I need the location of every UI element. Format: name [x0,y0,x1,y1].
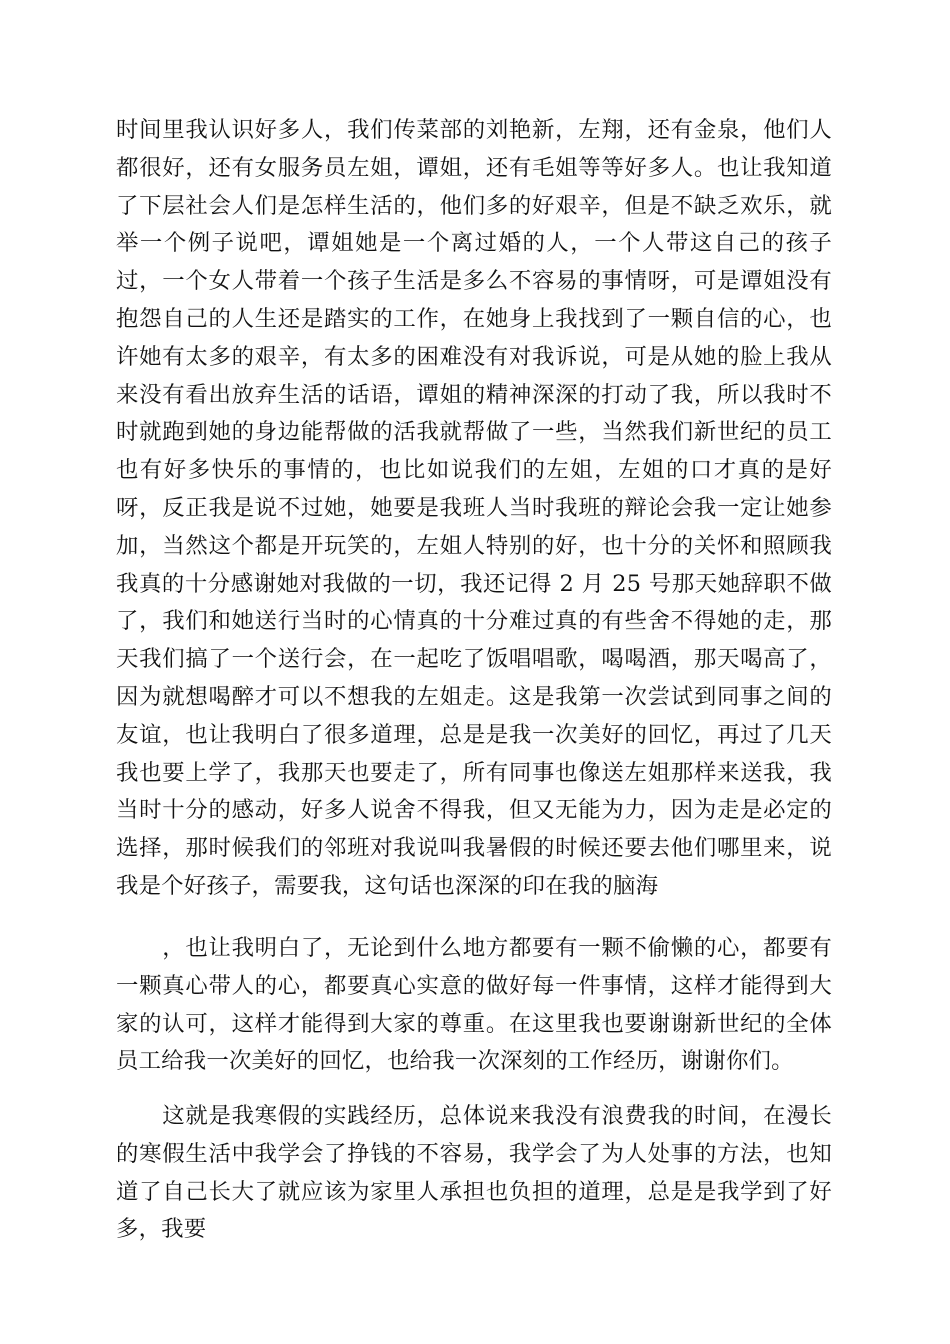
body-paragraph: 时间里我认识好多人，我们传菜部的刘艳新，左翔，还有金泉，他们人都很好，还有女服务员左姐，谭姐，还有毛姐等等好多人。也让我知道了下层社会人们是怎样生活的，他们多的好艰辛，但是不缺乏欢乐，就举一个例子说吧，谭姐她是一个离过婚的人，一个人带这自己的孩子过，一个女人带着一个孩子生活是多么不容易的事情呀，可是谭姐没有抱怨自己的人生还是踏实的工作，在她身上我找到了一颗自信的心，也许她有太多的艰辛，有太多的困难没有对我诉说，可是从她的脸上我从来没有看出放弃生活的话语，谭姐的精神深深的打动了我，所以我时不时就跑到她的身边能帮做的活我就帮做了一些，当然我们新世纪的员工也有好多快乐的事情的，也比如说我们的左姐，左姐的口才真的是好呀，反正我是说不过她，她要是我班人当时我班的辩论会我一定让她参加，当然这个都是开玩笑的，左姐人特别的好，也十分的关怀和照顾我我真的十分感谢她对我做的一切，我还记得 2 月 25 号那天她辞职不做了，我们和她送行当时的心情真的十分难过真的有些舍不得她的走，那天我们搞了一个送行会，在一起吃了饭唱唱歌，喝喝酒，那天喝高了，因为就想喝醉才可以不想我的左姐走。这是我第一次尝试到同事之间的友谊，也让我明白了很多道理，总是是我一次美好的回忆，再过了几天我也要上学了，我那天也要走了，所有同事也像送左姐那样来送我，我当时十分的感动，好多人说舍不得我，但又无能为力，因为走是必定的选择，那时候我们的邻班对我说叫我暑假的时候还要去他们哪里来，说我是个好孩子，需要我，这句话也深深的印在我的脑海 [116,117,832,899]
body-paragraph: 这就是我寒假的实践经历，总体说来我没有浪费我的时间，在漫长的寒假生活中我学会了挣钱的不容易，我学会了为人处事的方法，也知道了自己长大了就应该为家里人承担也负担的道理，总是是我学到了好多，我要 [116,1103,832,1243]
body-paragraph: ，也让我明白了，无论到什么地方都要有一颗不偷懒的心，都要有一颗真心带人的心，都要真心实意的做好每一件事情，这样才能得到大家的认可，这样才能得到大家的尊重。在这里我也要谢谢新世纪的全体员工给我一次美好的回忆，也给我一次深刻的工作经历，谢谢你们。 [116,935,832,1075]
